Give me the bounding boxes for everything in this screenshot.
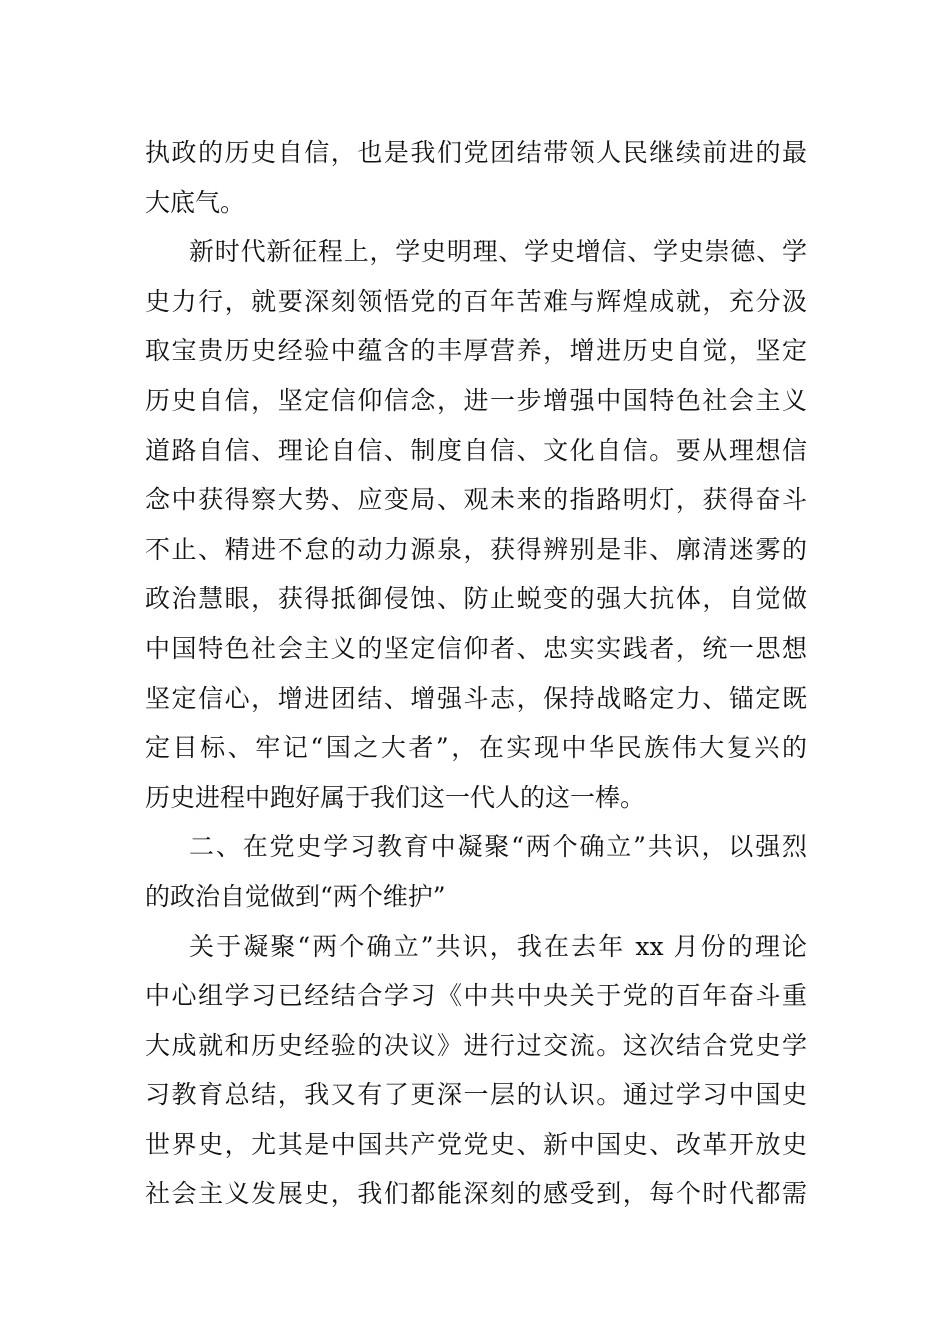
text-line: 大底气。 <box>145 187 246 217</box>
text-line: 关于凝聚“两个确立”共识，我在去年 xx 月份的理论 <box>189 931 807 961</box>
text-line: 坚定信心，增进团结、增强斗志，保持战略定力、锚定既 <box>145 683 807 713</box>
document-page <box>145 128 807 1219</box>
text-line: 习教育总结，我又有了更深一层的认识。通过学习中国史 <box>145 1080 807 1110</box>
text-line: 中国特色社会主义的坚定信仰者、忠实实践者，统一思想 <box>145 633 807 663</box>
text-line: 社会主义发展史，我们都能深刻的感受到，每个时代都需 <box>145 1179 807 1209</box>
text-line: 二、在党史学习教育中凝聚“两个确立”共识，以强烈 <box>189 832 807 862</box>
text-line: 道路自信、理论自信、制度自信、文化自信。要从理想信 <box>145 435 807 465</box>
text-line: 不止、精进不怠的动力源泉，获得辨别是非、廓清迷雾的 <box>145 534 807 564</box>
text-line: 世界史，尤其是中国共产党党史、新中国史、改革开放史 <box>145 1129 807 1159</box>
text-line: 新时代新征程上，学史明理、学史增信、学史崇德、学 <box>189 237 807 267</box>
text-line: 执政的历史自信，也是我们党团结带领人民继续前进的最 <box>145 138 807 167</box>
text-line: 史力行，就要深刻领悟党的百年苦难与辉煌成就，充分汲 <box>145 286 807 316</box>
text-line: 大成就和历史经验的决议》进行过交流。这次结合党史学 <box>145 1030 807 1060</box>
text-line: 取宝贵历史经验中蕴含的丰厚营养，增进历史自觉，坚定 <box>145 336 807 366</box>
text-line: 念中获得察大势、应变局、观未来的指路明灯，获得奋斗 <box>145 485 807 515</box>
text-line: 历史自信，坚定信仰信念，进一步增强中国特色社会主义 <box>145 385 807 415</box>
text-line: 的政治自觉做到“两个维护” <box>145 881 446 911</box>
text-line: 中心组学习已经结合学习《中共中央关于党的百年奋斗重 <box>145 981 807 1011</box>
text-line: 政治慧眼，获得抵御侵蚀、防止蜕变的强大抗体，自觉做 <box>145 584 807 614</box>
text-line: 定目标、牢记“国之大者”，在实现中华民族伟大复兴的 <box>145 733 807 763</box>
text-line: 历史进程中跑好属于我们这一代人的这一棒。 <box>145 782 646 812</box>
